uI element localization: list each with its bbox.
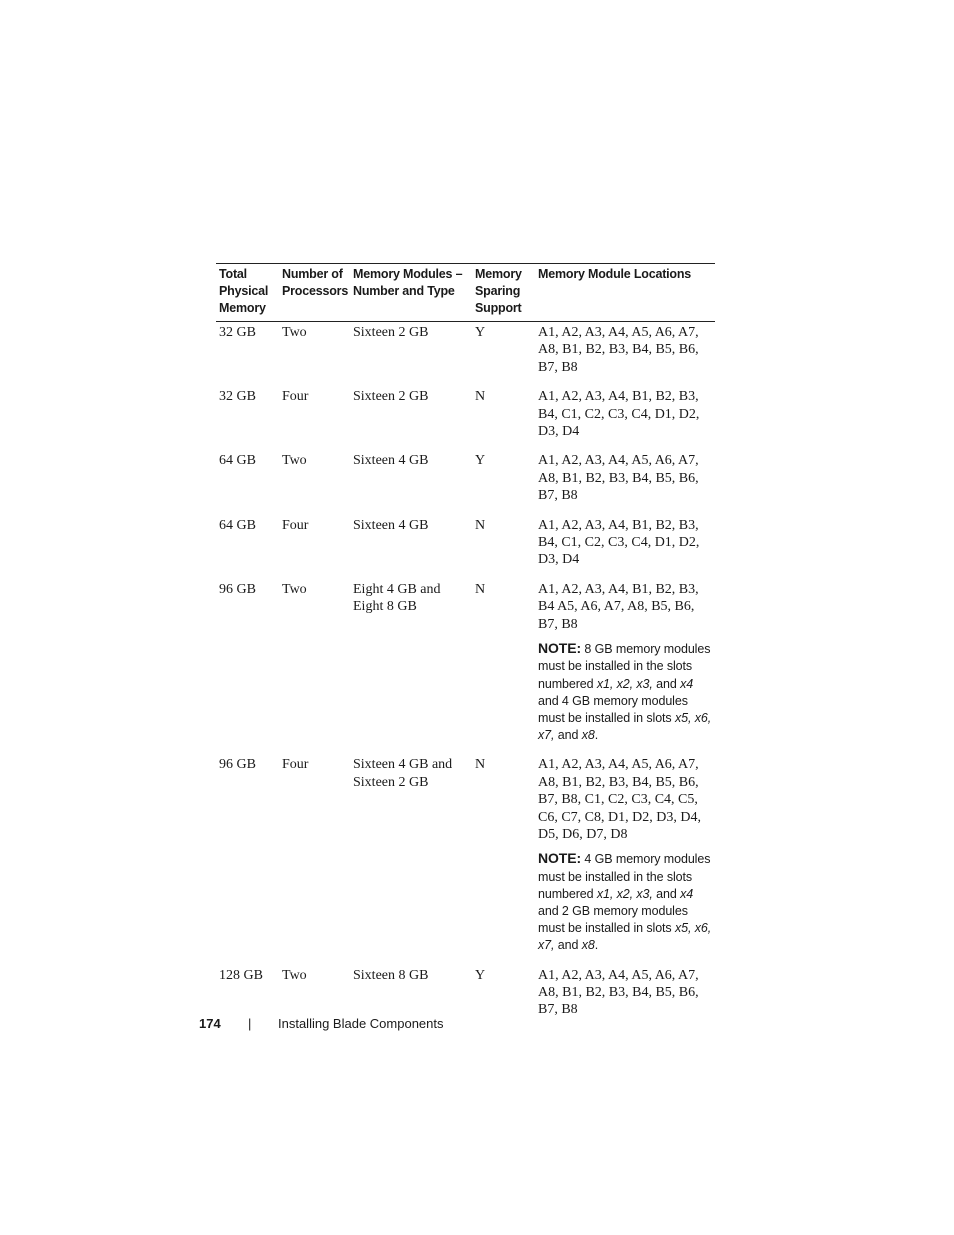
note-label: NOTE: bbox=[538, 850, 582, 867]
cell-processors-text: Two bbox=[282, 967, 307, 983]
cell-modules-text: Sixteen 4 GB and Sixteen 2 GB bbox=[353, 757, 453, 790]
cell-sparing-text: N bbox=[475, 581, 486, 597]
table-body bbox=[216, 322, 715, 1030]
cell-sparing bbox=[472, 516, 535, 580]
installation-note bbox=[538, 850, 712, 954]
cell-modules bbox=[350, 755, 472, 965]
cell-locations-text: A1, A2, A3, A4, A5, A6, A7, A8, B1, B2, B3, B4, B5, B6, B7, B8, C1, C2, C3, C4, C5, C6, C7, C8, D1, D2, D3, D4, D5, D6, D7, D8 bbox=[538, 757, 701, 842]
cell-modules bbox=[350, 322, 472, 388]
table-row bbox=[216, 516, 715, 580]
note-slot-numbers: x8 bbox=[581, 938, 595, 953]
cell-sparing bbox=[472, 966, 535, 1030]
cell-total-memory-text: 96 GB bbox=[219, 581, 256, 597]
cell-locations-text: A1, A2, A3, A4, A5, A6, A7, A8, B1, B2, B3, B4, B5, B6, B7, B8 bbox=[538, 453, 699, 504]
cell-modules-text: Sixteen 4 GB bbox=[353, 453, 429, 469]
cell-total-memory-text: 96 GB bbox=[219, 757, 256, 773]
cell-processors-text: Four bbox=[282, 389, 309, 405]
cell-sparing bbox=[472, 322, 535, 388]
installation-note bbox=[538, 640, 712, 744]
table-row bbox=[216, 451, 715, 515]
cell-processors bbox=[279, 451, 350, 515]
cell-locations-text: A1, A2, A3, A4, B1, B2, B3, B4 A5, A6, A7, A8, B5, B6, B7, B8 bbox=[538, 581, 699, 632]
note-text: and 2 GB memory modules must be installed in slots bbox=[538, 903, 688, 936]
cell-processors-text: Two bbox=[282, 453, 307, 469]
cell-locations-text: A1, A2, A3, A4, B1, B2, B3, B4, C1, C2, C3, C4, D1, D2, D3, D4 bbox=[538, 389, 700, 440]
note-slot-numbers: x8 bbox=[581, 728, 595, 743]
note-text: 8 GB memory modules must be installed in the slots numbered bbox=[538, 642, 711, 691]
note-text: and bbox=[554, 728, 582, 743]
cell-modules-text: Sixteen 2 GB bbox=[353, 325, 429, 340]
note-label: NOTE: bbox=[538, 640, 582, 657]
table-header-row bbox=[216, 264, 715, 322]
cell-modules-text: Sixteen 8 GB bbox=[353, 967, 429, 983]
cell-total-memory-text: 32 GB bbox=[219, 389, 256, 405]
header-memory-sparing-support: Memory Sparing Support bbox=[475, 267, 522, 315]
note-slot-numbers: x1, x2, x3, bbox=[596, 886, 653, 901]
note-text: and bbox=[554, 938, 582, 953]
memory-config-table bbox=[216, 263, 715, 1030]
table-row bbox=[216, 580, 715, 755]
cell-total-memory-text: 32 GB bbox=[219, 325, 256, 340]
cell-locations bbox=[535, 387, 715, 451]
table-row bbox=[216, 322, 715, 388]
note-text: and bbox=[652, 676, 681, 691]
cell-sparing-text: N bbox=[475, 757, 486, 773]
header-memory-module-locations: Memory Module Locations bbox=[538, 267, 692, 281]
cell-processors bbox=[279, 387, 350, 451]
cell-locations bbox=[535, 451, 715, 515]
note-text: 4 GB memory modules must be installed in the slots numbered bbox=[538, 852, 711, 901]
cell-processors bbox=[279, 322, 350, 388]
cell-processors-text: Two bbox=[282, 325, 307, 340]
cell-sparing bbox=[472, 387, 535, 451]
cell-modules-text: Eight 4 GB and Eight 8 GB bbox=[353, 581, 441, 615]
cell-locations bbox=[535, 580, 715, 755]
header-total-physical-memory: Total Physical Memory bbox=[219, 267, 269, 315]
page-number: 174 bbox=[199, 1016, 221, 1031]
note-slot-numbers: x4 bbox=[680, 676, 694, 691]
cell-processors-text: Four bbox=[282, 757, 309, 773]
cell-sparing-text: Y bbox=[475, 453, 486, 469]
table-row bbox=[216, 755, 715, 965]
cell-processors-text: Four bbox=[282, 517, 309, 533]
cell-total-memory bbox=[216, 580, 279, 755]
cell-modules bbox=[350, 387, 472, 451]
cell-total-memory bbox=[216, 755, 279, 965]
cell-sparing bbox=[472, 580, 535, 755]
cell-sparing-text: N bbox=[475, 517, 486, 533]
memory-config-table-container bbox=[216, 263, 715, 1030]
cell-locations bbox=[535, 966, 715, 1030]
cell-total-memory-text: 128 GB bbox=[219, 967, 263, 983]
table-row bbox=[216, 387, 715, 451]
cell-modules bbox=[350, 451, 472, 515]
header-number-of-processors: Number of Processors bbox=[282, 267, 349, 298]
cell-total-memory bbox=[216, 387, 279, 451]
cell-sparing bbox=[472, 755, 535, 965]
cell-total-memory bbox=[216, 451, 279, 515]
cell-modules bbox=[350, 580, 472, 755]
cell-locations bbox=[535, 516, 715, 580]
note-slot-numbers: x4 bbox=[680, 886, 694, 901]
section-title: Installing Blade Components bbox=[278, 1016, 444, 1031]
cell-processors bbox=[279, 755, 350, 965]
cell-total-memory bbox=[216, 516, 279, 580]
cell-modules bbox=[350, 516, 472, 580]
cell-sparing bbox=[472, 451, 535, 515]
cell-sparing-text: N bbox=[475, 389, 486, 405]
footer-separator: | bbox=[248, 1016, 252, 1031]
note-text: . bbox=[594, 938, 599, 953]
cell-locations-text: A1, A2, A3, A4, A5, A6, A7, A8, B1, B2, B3, B4, B5, B6, B7, B8 bbox=[538, 967, 699, 1018]
cell-processors-text: Two bbox=[282, 581, 307, 597]
note-text: . bbox=[594, 728, 599, 743]
cell-locations-text: A1, A2, A3, A4, B1, B2, B3, B4, C1, C2, C3, C4, D1, D2, D3, D4 bbox=[538, 517, 700, 568]
note-slot-numbers: x1, x2, x3, bbox=[596, 676, 653, 691]
note-text: and 4 GB memory modules must be installed in slots bbox=[538, 693, 688, 725]
cell-total-memory bbox=[216, 322, 279, 388]
cell-modules-text: Sixteen 4 GB bbox=[353, 517, 429, 533]
cell-sparing-text: Y bbox=[475, 967, 486, 983]
cell-locations bbox=[535, 755, 715, 965]
cell-total-memory-text: 64 GB bbox=[219, 517, 256, 533]
cell-modules-text: Sixteen 2 GB bbox=[353, 389, 429, 405]
header-memory-modules: Memory Modules – Number and Type bbox=[353, 267, 463, 298]
cell-sparing-text: Y bbox=[475, 325, 486, 340]
cell-locations bbox=[535, 322, 715, 388]
cell-processors bbox=[279, 516, 350, 580]
note-slot-numbers: x5, x6, x7, bbox=[538, 921, 712, 953]
note-slot-numbers: x5, x6, x7, bbox=[538, 710, 712, 743]
note-text: and bbox=[652, 886, 681, 901]
cell-total-memory-text: 64 GB bbox=[219, 453, 256, 469]
cell-locations-text: A1, A2, A3, A4, A5, A6, A7, A8, B1, B2, B3, B4, B5, B6, B7, B8 bbox=[538, 325, 699, 375]
cell-processors bbox=[279, 580, 350, 755]
